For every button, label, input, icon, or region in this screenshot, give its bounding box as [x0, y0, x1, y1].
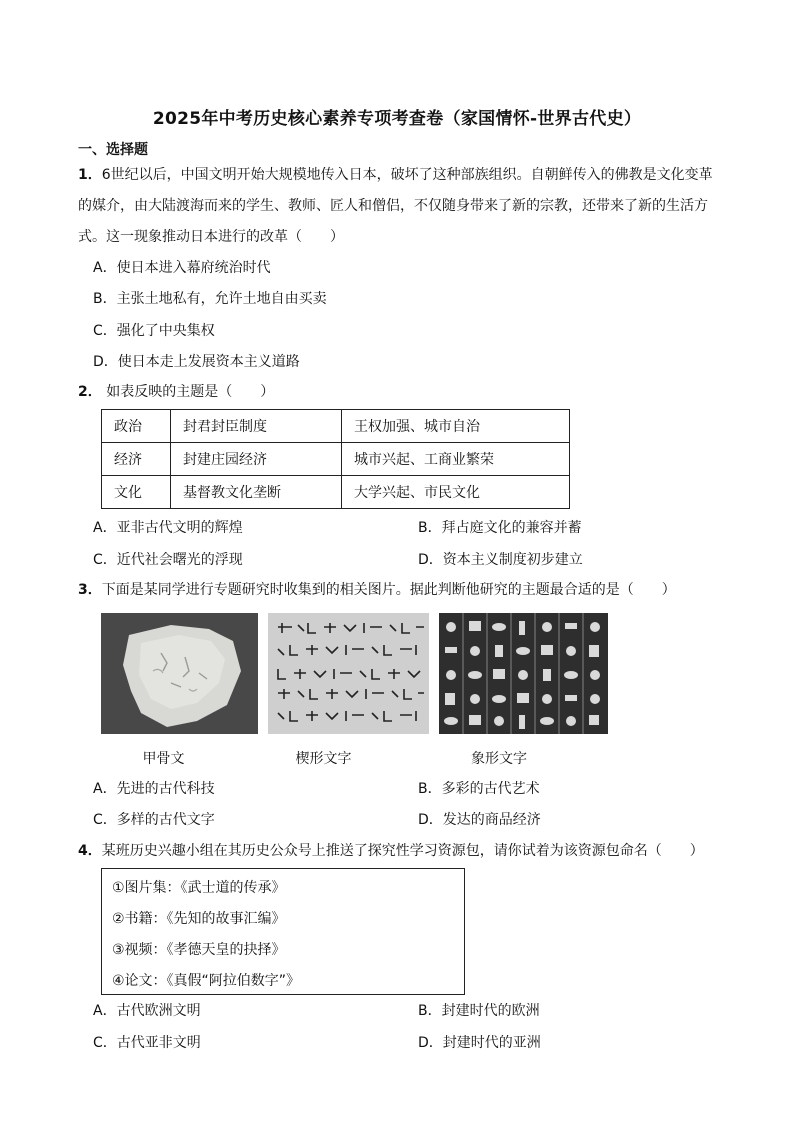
question-4-stem: 某班历史兴趣小组在其历史公众号上推送了探究性学习资源包，请你试着为该资源包命名（ ）	[101, 843, 704, 859]
caption-cuneiform: 楔形文字	[295, 751, 352, 767]
q1-option-c[interactable]: C．强化了中央集权	[93, 323, 215, 339]
table-cell: 城市兴起、工商业繁荣	[342, 443, 570, 476]
q3-option-a[interactable]: A．先进的古代科技	[93, 781, 215, 797]
table-cell: 经济	[102, 443, 171, 476]
question-3	[78, 575, 750, 606]
q2-option-d[interactable]: D．资本主义制度初步建立	[418, 552, 583, 568]
caption-oracle-bone: 甲骨文	[142, 751, 185, 767]
resource-item: ③视频：《孝德天皇的抉择》	[112, 942, 286, 958]
resource-item: ②书籍：《先知的故事汇编》	[112, 911, 286, 927]
caption-hieroglyph: 象形文字	[471, 751, 527, 767]
table-row	[102, 476, 570, 509]
table-cell: 封建庄园经济	[171, 443, 342, 476]
question-1-number: 1．	[78, 167, 102, 183]
question-2	[78, 377, 750, 408]
resource-item: ①图片集：《武士道的传承》	[112, 880, 286, 896]
question-1-stem: 6世纪以后，中国文明开始大规模地传入日本，破坏了这种部族组织。自朝鲜传入的佛教是文化变革	[101, 167, 713, 183]
q3-option-c[interactable]: C．多样的古代文字	[93, 812, 215, 828]
table-cell: 大学兴起、市民文化	[342, 476, 570, 509]
question-4-number: 4．	[78, 843, 102, 859]
cuneiform-image	[268, 613, 429, 734]
table-row	[102, 443, 570, 476]
table-cell: 基督教文化垄断	[171, 476, 342, 509]
q1-option-b[interactable]: B．主张土地私有，允许土地自由买卖	[93, 291, 327, 307]
table-cell: 文化	[102, 476, 171, 509]
q4-option-c[interactable]: C．古代亚非文明	[93, 1035, 201, 1051]
q2-option-c[interactable]: C．近代社会曙光的浮现	[93, 552, 243, 568]
q2-option-a[interactable]: A．亚非古代文明的辉煌	[93, 520, 243, 536]
q3-option-d[interactable]: D．发达的商品经济	[418, 812, 541, 828]
q4-option-a[interactable]: A．古代欧洲文明	[93, 1003, 201, 1019]
question-3-stem: 下面是某同学进行专题研究时收集到的相关图片。据此判断他研究的主题最合适的是（ ）	[101, 582, 676, 598]
resource-item: ④论文：《真假“阿拉伯数字”》	[112, 973, 301, 989]
resource-pack-box	[101, 868, 465, 995]
table-cell: 王权加强、城市自治	[342, 410, 570, 443]
q1-option-a[interactable]: A．使日本进入幕府统治时代	[93, 260, 271, 276]
page-title: 2025年中考历史核心素养专项考查卷（家国情怀-世界古代史）	[152, 109, 642, 129]
hieroglyph-image	[439, 613, 608, 734]
table-row	[102, 410, 570, 443]
question-1-line-1	[78, 160, 750, 191]
oracle-bone-image	[101, 613, 258, 734]
q4-option-b[interactable]: B．封建时代的欧洲	[418, 1003, 540, 1019]
question-3-number: 3．	[78, 582, 102, 598]
table-cell: 封君封臣制度	[171, 410, 342, 443]
q1-option-d[interactable]: D．使日本走上发展资本主义道路	[93, 354, 300, 370]
question-1-line-2: 的媒介，由大陆渡海而来的学生、教师、匠人和僧侣，不仅随身带来了新的宗教，还带来了新的生活方	[78, 198, 708, 214]
q4-option-d[interactable]: D．封建时代的亚洲	[418, 1035, 541, 1051]
question-4	[78, 836, 750, 867]
section-heading: 一、选择题	[78, 142, 148, 158]
q3-option-b[interactable]: B．多彩的古代艺术	[418, 781, 540, 797]
question-1-line-3: 式。这一现象推动日本进行的改革（ ）	[78, 229, 344, 245]
question-2-stem: 如表反映的主题是（ ）	[101, 384, 275, 400]
question-1	[78, 160, 750, 253]
q2-option-b[interactable]: B．拜占庭文化的兼容并蓄	[418, 520, 582, 536]
table-cell: 政治	[102, 410, 171, 443]
question-2-number: 2．	[78, 384, 102, 400]
question-2-table	[101, 409, 570, 509]
